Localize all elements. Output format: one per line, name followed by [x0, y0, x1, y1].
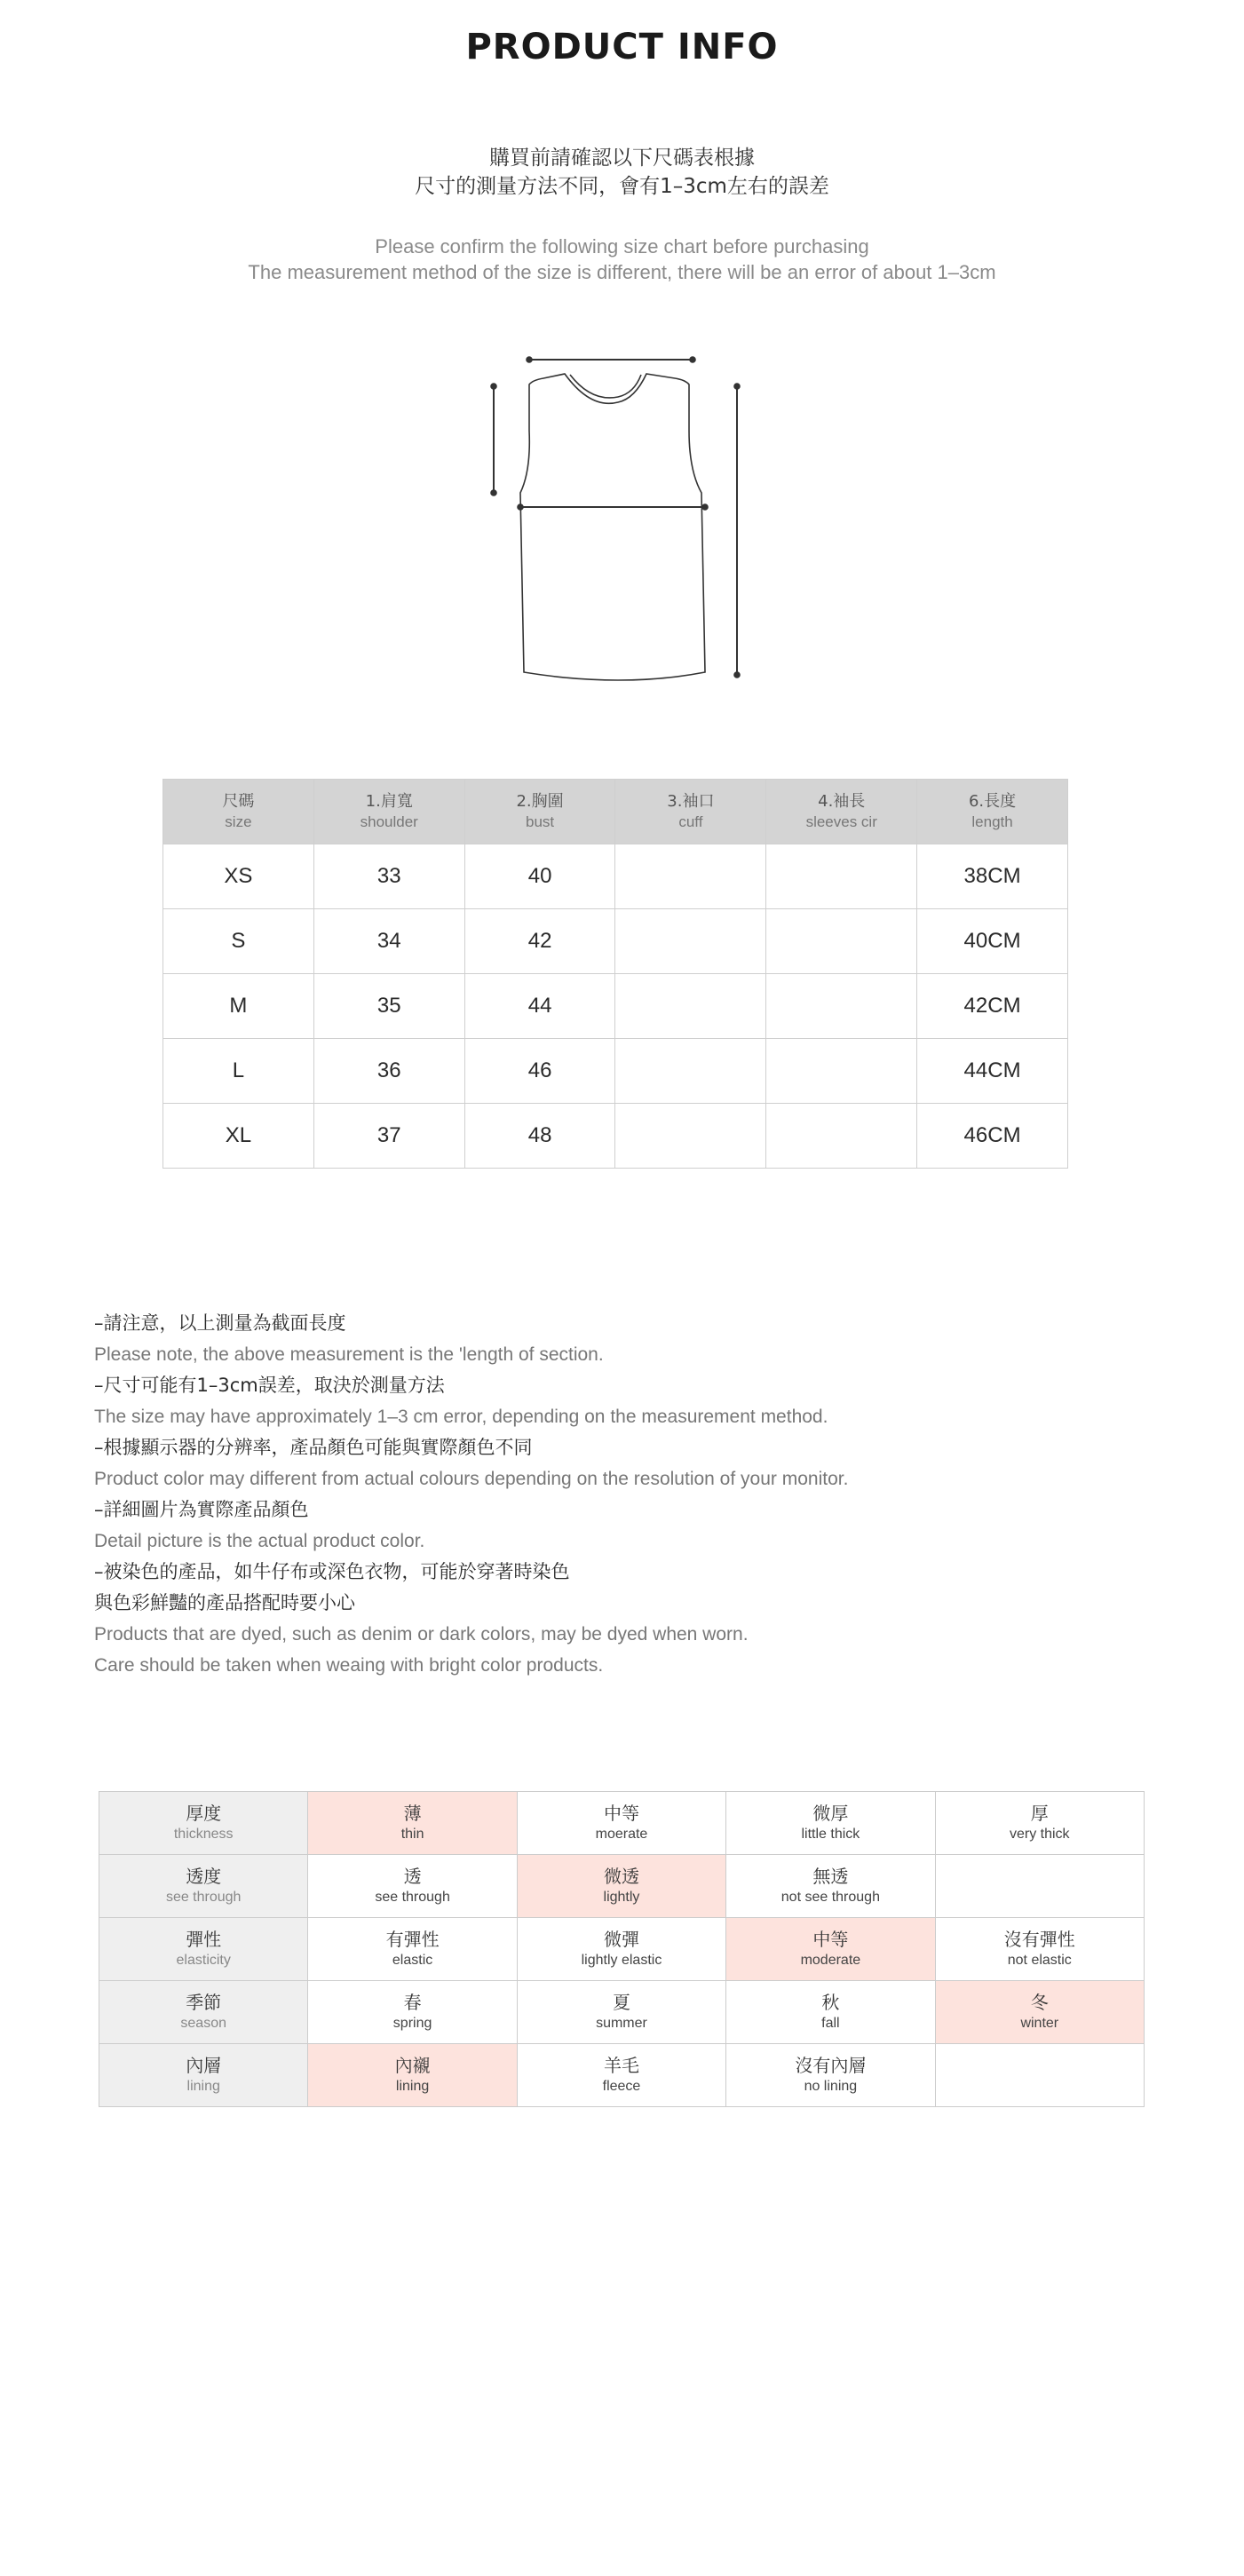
attribute-label-zh: 內層 — [186, 2055, 222, 2076]
table-cell — [766, 974, 917, 1039]
attribute-option-en: spring — [392, 2016, 432, 2031]
table-cell: 42 — [464, 909, 615, 974]
column-header-en: size — [225, 813, 252, 830]
attribute-label — [99, 2044, 308, 2107]
attribute-option-zh: 無透 — [812, 1866, 849, 1887]
attribute-option-zh: 中等 — [812, 1929, 849, 1950]
table-cell: 48 — [464, 1104, 615, 1169]
attribute-option — [935, 1918, 1144, 1981]
attribute-option — [308, 1981, 517, 2044]
table-cell: 40CM — [917, 909, 1068, 974]
attribute-option-selected — [517, 1855, 725, 1918]
attribute-option-selected — [726, 1918, 935, 1981]
attribute-option-en: moerate — [595, 1827, 648, 1842]
attribute-option-selected — [308, 1792, 517, 1855]
table-cell: 46 — [464, 1039, 615, 1104]
table-cell — [615, 844, 766, 909]
table-cell: 44CM — [917, 1039, 1068, 1104]
table-cell: 46CM — [917, 1104, 1068, 1169]
size-chart-table — [162, 779, 1068, 1169]
attribute-option-en: very thick — [1009, 1827, 1070, 1842]
attribute-option-en: little thick — [801, 1827, 860, 1842]
intro-english — [0, 234, 1244, 285]
attribute-option — [726, 1981, 935, 2044]
attribute-option-zh: 微厚 — [812, 1803, 849, 1824]
note-line-zh: –根據顯示器的分辨率，產品顏色可能與實際顏色不同 — [94, 1437, 533, 1458]
table-cell: XL — [163, 1104, 314, 1169]
note-line-en: Care should be taken when weaing with bright color products. — [94, 1655, 604, 1676]
sleeveless-top-measurement-diagram — [479, 351, 764, 688]
attribute-label-zh: 厚度 — [186, 1803, 222, 1824]
size-chart-column-header — [917, 780, 1068, 844]
attribute-option-zh: 透 — [403, 1866, 422, 1887]
intro-en-line: The measurement method of the size is different, there will be an error of about 1–3cm — [248, 261, 996, 283]
attribute-row — [99, 1981, 1145, 2044]
attribute-option-en: winter — [1020, 2016, 1059, 2031]
attribute-option-selected — [935, 1981, 1144, 2044]
size-chart-column-header — [464, 780, 615, 844]
intro-en-line: Please confirm the following size chart before purchasing — [375, 235, 869, 258]
note-line-en: Products that are dyed, such as denim or dark colors, may be dyed when worn. — [94, 1624, 749, 1645]
intro-chinese — [0, 144, 1244, 201]
size-chart-column-header — [766, 780, 917, 844]
attribute-option-zh: 微彈 — [603, 1929, 639, 1950]
attribute-option — [935, 2044, 1144, 2107]
attribute-option — [308, 1918, 517, 1981]
attribute-row — [99, 1792, 1145, 1855]
attribute-option-en: see through — [375, 1890, 450, 1905]
table-row — [163, 974, 1068, 1039]
note-line-en: Please note, the above measurement is the 'length of section. — [94, 1344, 604, 1365]
table-cell: 40 — [464, 844, 615, 909]
attribute-option — [726, 2044, 935, 2107]
attribute-label — [99, 1855, 308, 1918]
table-cell — [766, 909, 917, 974]
column-header-en: length — [971, 813, 1013, 830]
attribute-option-en: fleece — [602, 2079, 641, 2094]
table-cell: XS — [163, 844, 314, 909]
table-row — [163, 1039, 1068, 1104]
column-header-zh: 2.胸圍 — [516, 792, 564, 811]
attribute-option-zh: 春 — [403, 1992, 422, 2013]
note-line-en: The size may have approximately 1–3 cm error, depending on the measurement method. — [94, 1407, 828, 1427]
attribute-option-zh: 沒有彈性 — [1003, 1929, 1075, 1950]
table-cell: 38CM — [917, 844, 1068, 909]
attribute-option-en: thin — [400, 1827, 424, 1842]
table-row — [163, 844, 1068, 909]
attribute-option-en: summer — [596, 2016, 647, 2031]
attribute-option-en: lightly — [603, 1890, 640, 1905]
attribute-option — [517, 1918, 725, 1981]
attribute-option — [935, 1855, 1144, 1918]
attribute-option-en: lightly elastic — [581, 1953, 662, 1968]
size-chart-column-header — [615, 780, 766, 844]
table-row — [163, 909, 1068, 974]
attribute-row — [99, 1918, 1145, 1981]
table-cell: 44 — [464, 974, 615, 1039]
attribute-option-zh: 秋 — [821, 1992, 840, 2013]
attribute-option — [308, 1855, 517, 1918]
attribute-option-zh: 夏 — [612, 1992, 630, 2013]
table-cell — [615, 974, 766, 1039]
table-cell: 36 — [313, 1039, 464, 1104]
table-cell — [766, 844, 917, 909]
table-cell: L — [163, 1039, 314, 1104]
attribute-label — [99, 1792, 308, 1855]
table-cell: 37 — [313, 1104, 464, 1169]
column-header-en: bust — [526, 813, 555, 830]
column-header-zh: 4.袖長 — [818, 792, 866, 811]
attribute-option-en: elastic — [392, 1953, 433, 1968]
table-cell: 34 — [313, 909, 464, 974]
column-header-en: shoulder — [360, 813, 418, 830]
attribute-option-en: not see through — [780, 1890, 880, 1905]
page-title: PRODUCT INFO — [465, 27, 779, 67]
attribute-label-en: elasticity — [176, 1953, 231, 1968]
column-header-zh: 尺碼 — [222, 792, 255, 811]
attribute-label — [99, 1918, 308, 1981]
attribute-label-zh: 透度 — [186, 1866, 222, 1887]
attribute-option-selected — [308, 2044, 517, 2107]
attribute-label-zh: 季節 — [186, 1992, 222, 2013]
attribute-label-en: season — [180, 2016, 226, 2031]
attribute-row — [99, 2044, 1145, 2107]
attribute-label-zh: 彈性 — [186, 1929, 222, 1950]
attribute-option — [517, 2044, 725, 2107]
attribute-option — [726, 1792, 935, 1855]
note-line-en: Product color may different from actual colours depending on the resolution of your monitor. — [94, 1469, 849, 1489]
table-cell — [615, 1039, 766, 1104]
table-cell: 33 — [313, 844, 464, 909]
attribute-option-en: lining — [395, 2079, 430, 2094]
care-notes — [94, 1308, 1160, 1681]
attribute-option-en: no lining — [804, 2079, 858, 2094]
attribute-option — [726, 1855, 935, 1918]
attribute-label-en: thickness — [173, 1827, 234, 1842]
table-cell — [615, 909, 766, 974]
attribute-label-en: see through — [165, 1890, 242, 1905]
attribute-label-en: lining — [186, 2079, 220, 2094]
intro-zh-line: 購買前請確認以下尺碼表根據 — [489, 147, 755, 170]
column-header-zh: 6.長度 — [968, 792, 1017, 811]
column-header-en: sleeves cir — [805, 813, 877, 830]
attribute-row — [99, 1855, 1145, 1918]
attribute-option-en: fall — [821, 2016, 840, 2031]
attribute-option-en: moderate — [800, 1953, 861, 1968]
attribute-option — [517, 1981, 725, 2044]
table-cell: 35 — [313, 974, 464, 1039]
size-chart-column-header — [163, 780, 314, 844]
attribute-option-zh: 厚 — [1030, 1803, 1049, 1824]
attribute-option-zh: 沒有內層 — [795, 2055, 867, 2076]
attribute-option-zh: 有彈性 — [385, 1929, 440, 1950]
attribute-option-zh: 薄 — [403, 1803, 422, 1824]
note-line-zh: –被染色的產品，如牛仔布或深色衣物，可能於穿著時染色 — [94, 1561, 570, 1582]
table-cell — [766, 1104, 917, 1169]
table-cell — [766, 1039, 917, 1104]
note-line-zh: 與色彩鮮豔的產品搭配時要小心 — [94, 1592, 355, 1613]
attribute-label — [99, 1981, 308, 2044]
attribute-option-zh: 羊毛 — [603, 2055, 639, 2076]
attribute-option-zh: 微透 — [603, 1866, 639, 1887]
table-cell: 42CM — [917, 974, 1068, 1039]
size-chart-header-row — [163, 780, 1068, 844]
attribute-option-en: not elastic — [1007, 1953, 1072, 1968]
table-cell: M — [163, 974, 314, 1039]
attribute-option — [517, 1792, 725, 1855]
note-line-en: Detail picture is the actual product color. — [94, 1531, 425, 1551]
fabric-attributes-table — [99, 1791, 1145, 2107]
note-line-zh: –請注意，以上測量為截面長度 — [94, 1312, 346, 1334]
table-row — [163, 1104, 1068, 1169]
note-line-zh: –尺寸可能有1–3cm誤差，取決於測量方法 — [94, 1375, 445, 1396]
intro-zh-line: 尺寸的測量方法不同，會有1–3cm左右的誤差 — [415, 175, 829, 198]
column-header-zh: 3.袖口 — [667, 792, 715, 811]
note-line-zh: –詳細圖片為實際產品顏色 — [94, 1499, 309, 1520]
size-chart-column-header — [313, 780, 464, 844]
attribute-option — [935, 1792, 1144, 1855]
attribute-option-zh: 內襯 — [394, 2055, 431, 2076]
attribute-option-zh: 中等 — [603, 1803, 639, 1824]
column-header-en: cuff — [678, 813, 703, 830]
attribute-option-zh: 冬 — [1030, 1992, 1049, 2013]
column-header-zh: 1.肩寬 — [365, 792, 413, 811]
table-cell: S — [163, 909, 314, 974]
table-cell — [615, 1104, 766, 1169]
